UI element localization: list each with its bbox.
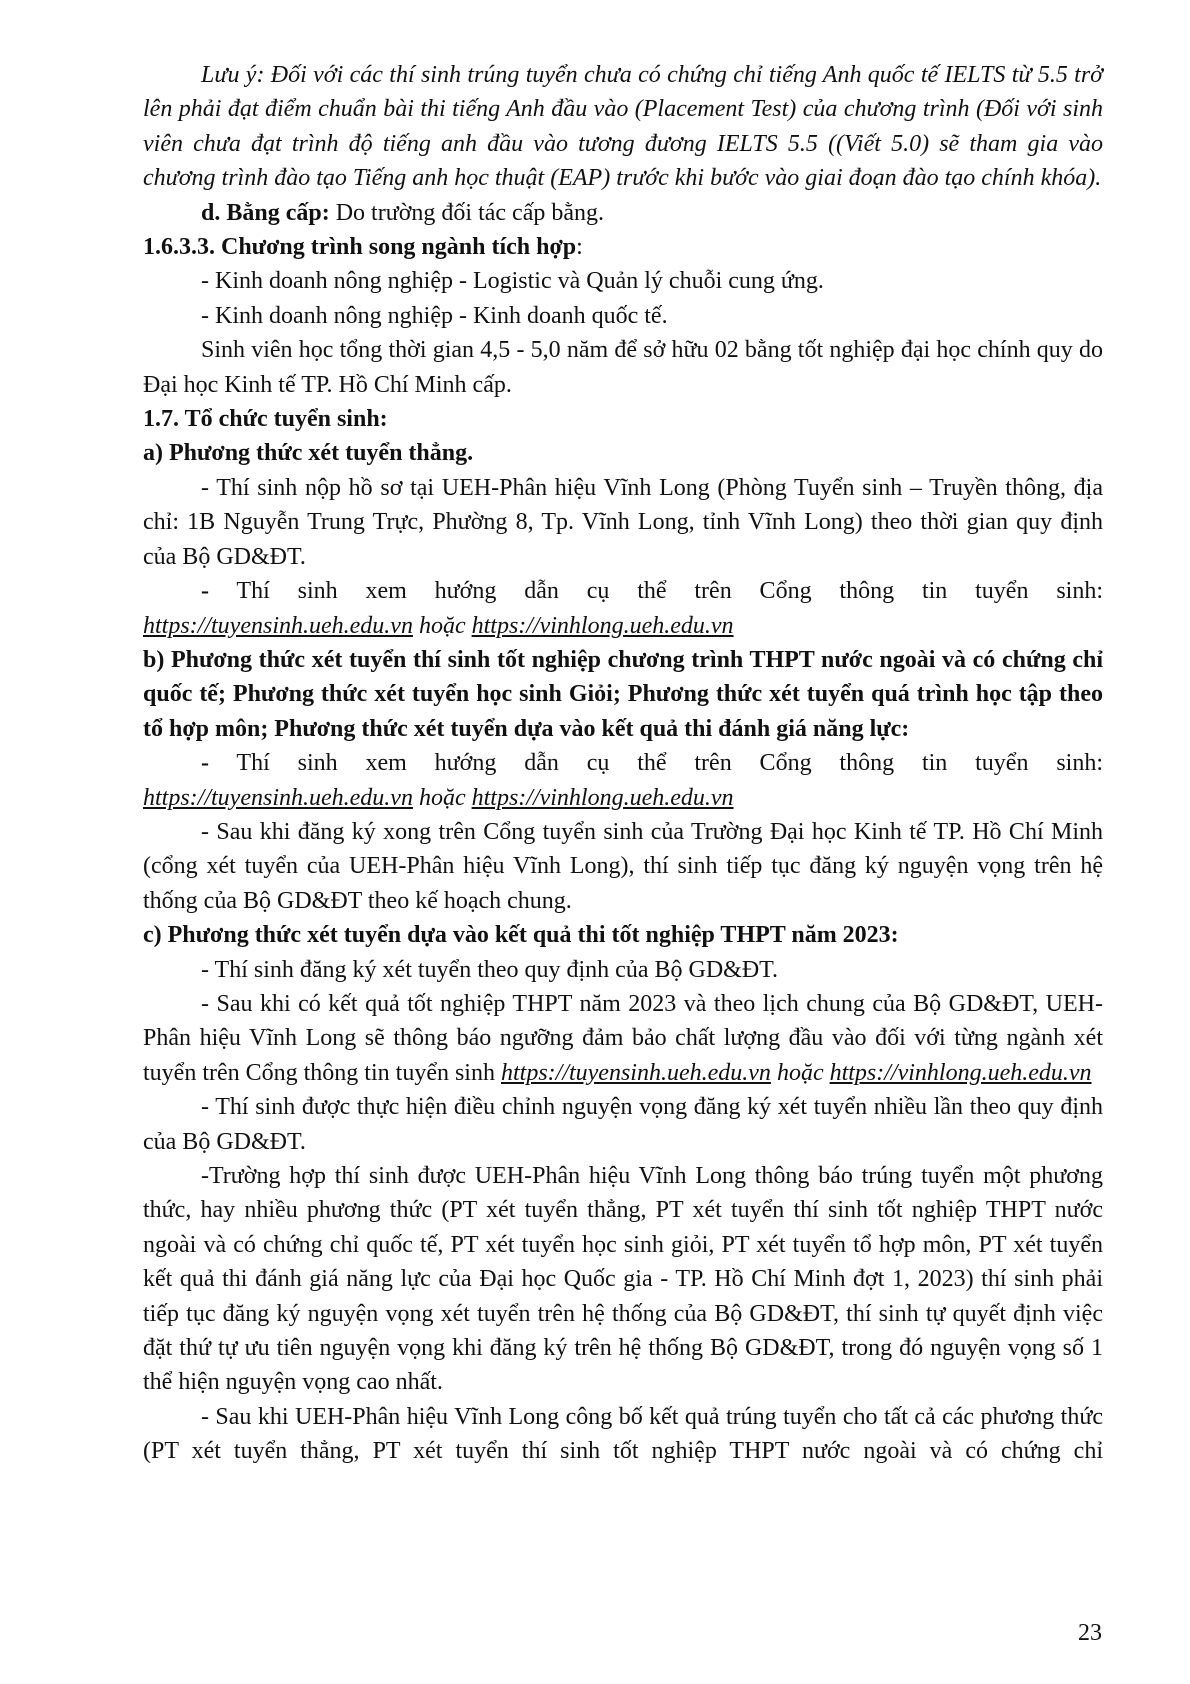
section-1633-title: 1.6.3.3. Chương trình song ngành tích hợp	[143, 234, 577, 261]
method-a-paragraph-1: - Thí sinh nộp hồ sơ tại UEH-Phân hiệu Vĩnh Long (Phòng Tuyển sinh – Truyền thông, địa chỉ: 1B Nguyễn Trung Trực, Phường 8, Tp. Vĩnh Long, tỉnh Vĩnh Long) theo thời gian quy định của Bộ GD&ĐT.	[143, 474, 1103, 570]
method-c-paragraph-2	[143, 987, 1103, 1090]
method-a-heading: a) Phương thức xét tuyển thẳng.	[143, 440, 474, 467]
tuyensinh-link[interactable]: https://tuyensinh.ueh.edu.vn	[143, 784, 413, 811]
tuyensinh-link[interactable]: https://tuyensinh.ueh.edu.vn	[500, 1059, 771, 1086]
document-page	[143, 58, 1103, 1469]
list-item: - Kinh doanh nông nghiệp - Logistic và Quản lý chuỗi cung ứng.	[201, 268, 824, 295]
method-c-paragraph-4: -Trường hợp thí sinh được UEH-Phân hiệu Vĩnh Long thông báo trúng tuyển một phương thức, hay nhiều phương thức (PT xét tuyển thẳng, PT xét tuyển thí sinh tốt nghiệp THPT nước ngoài và có chứng chỉ quốc tế, PT xét tuyển học sinh giỏi, PT xét tuyển tổ hợp môn, PT xét tuyển kết quả thi đánh giá năng lực của Đại học Quốc gia - TP. Hồ Chí Minh đợt 1, 2023) thí sinh phải tiếp tục đăng ký nguyện vọng xét tuyển trên hệ thống của Bộ GD&ĐT, thí sinh tự quyết định việc đặt thứ tự ưu tiên nguyện vọng khi đăng ký trên hệ thống Bộ GD&ĐT, trong đó nguyện vọng số 1 thể hiện nguyện vọng cao nhất.	[143, 1163, 1103, 1396]
vinhlong-link[interactable]: https://vinhlong.ueh.edu.vn	[829, 1059, 1092, 1086]
method-b-dash: -	[201, 750, 209, 777]
method-c-paragraph-3: - Thí sinh được thực hiện điều chỉnh nguyện vọng đăng ký xét tuyển nhiều lần theo quy định của Bộ GD&ĐT.	[143, 1094, 1103, 1155]
degree-paragraph	[143, 196, 1103, 230]
method-a-paragraph-2	[143, 574, 1103, 608]
section-1633-description: Sinh viên học tổng thời gian 4,5 - 5,0 năm để sở hữu 02 bằng tốt nghiệp đại học chính quy do Đại học Kinh tế TP. Hồ Chí Minh cấp.	[143, 337, 1103, 398]
page-number: 23	[1078, 1620, 1102, 1646]
tuyensinh-link[interactable]: https://tuyensinh.ueh.edu.vn	[143, 612, 413, 639]
method-b-paragraph-1	[143, 746, 1103, 780]
degree-text: Do trường đối tác cấp bằng.	[329, 199, 604, 226]
section-1633-heading	[143, 230, 1103, 264]
vinhlong-link[interactable]: https://vinhlong.ueh.edu.vn	[471, 612, 734, 639]
method-b-links	[143, 781, 1103, 815]
method-c-heading: c) Phương thức xét tuyển dựa vào kết quả thi tốt nghiệp THPT năm 2023:	[143, 922, 899, 949]
or-text: hoặc	[770, 1059, 830, 1086]
degree-label: d. Bằng cấp:	[201, 199, 330, 226]
method-b-heading: b) Phương thức xét tuyển thí sinh tốt nghiệp chương trình THPT nước ngoài và có chứng chỉ quốc tế; Phương thức xét tuyển học sinh Giỏi; Phương thức xét tuyển quá trình học tập theo tổ hợp môn; Phương thức xét tuyển dựa vào kết quả thi đánh giá năng lực:	[143, 646, 1103, 742]
section-17-heading: 1.7. Tổ chức tuyển sinh:	[143, 406, 388, 433]
method-b-paragraph-2: - Sau khi đăng ký xong trên Cổng tuyển sinh của Trường Đại học Kinh tế TP. Hồ Chí Minh (cổng xét tuyển của UEH-Phân hiệu Vĩnh Long), thí sinh tiếp tục đăng ký nguyện vọng trên hệ thống của Bộ GD&ĐT theo kế hoạch chung.	[143, 818, 1103, 914]
method-a-dash: -	[201, 578, 209, 605]
or-text: hoặc	[412, 784, 472, 811]
method-b-paragraph-1-text: Thí sinh xem hướng dẫn cụ thể trên Cổng thông tin tuyển sinh:	[209, 750, 1103, 777]
vinhlong-link[interactable]: https://vinhlong.ueh.edu.vn	[471, 784, 734, 811]
or-text: hoặc	[412, 612, 472, 639]
method-c-paragraph-5: - Sau khi UEH-Phân hiệu Vĩnh Long công bố kết quả trúng tuyển cho tất cả các phương thức (PT xét tuyển thẳng, PT xét tuyển thí sinh tốt nghiệp THPT nước ngoài và có chứng chỉ	[143, 1403, 1103, 1465]
method-a-paragraph-2-text: Thí sinh xem hướng dẫn cụ thể trên Cổng thông tin tuyển sinh:	[209, 578, 1103, 605]
method-a-links	[143, 609, 1103, 643]
note-paragraph: Lưu ý: Đối với các thí sinh trúng tuyển chưa có chứng chỉ tiếng Anh quốc tế IELTS từ 5.5 trở lên phải đạt điểm chuẩn bài thi tiếng Anh đầu vào (Placement Test) của chương trình (Đối với sinh viên chưa đạt trình độ tiếng anh đầu vào tương đương IELTS 5.5 ((Viết 5.0) sẽ tham gia vào chương trình đào tạo Tiếng anh học thuật (EAP) trước khi bước vào giai đoạn đào tạo chính khóa).	[143, 62, 1103, 192]
method-c-paragraph-1: - Thí sinh đăng ký xét tuyển theo quy định của Bộ GD&ĐT.	[201, 956, 779, 983]
method-c-paragraph-2-text: - Sau khi có kết quả tốt nghiệp THPT năm 2023 và theo lịch chung của Bộ GD&ĐT, UEH-Phân hiệu Vĩnh Long sẽ thông báo ngưỡng đảm bảo chất lượng đầu vào đối với từng ngành xét tuyển trên Cổng thông tin tuyển sinh	[143, 990, 1103, 1086]
list-item: - Kinh doanh nông nghiệp - Kinh doanh quốc tế.	[201, 302, 668, 329]
section-1633-colon: :	[576, 234, 583, 261]
